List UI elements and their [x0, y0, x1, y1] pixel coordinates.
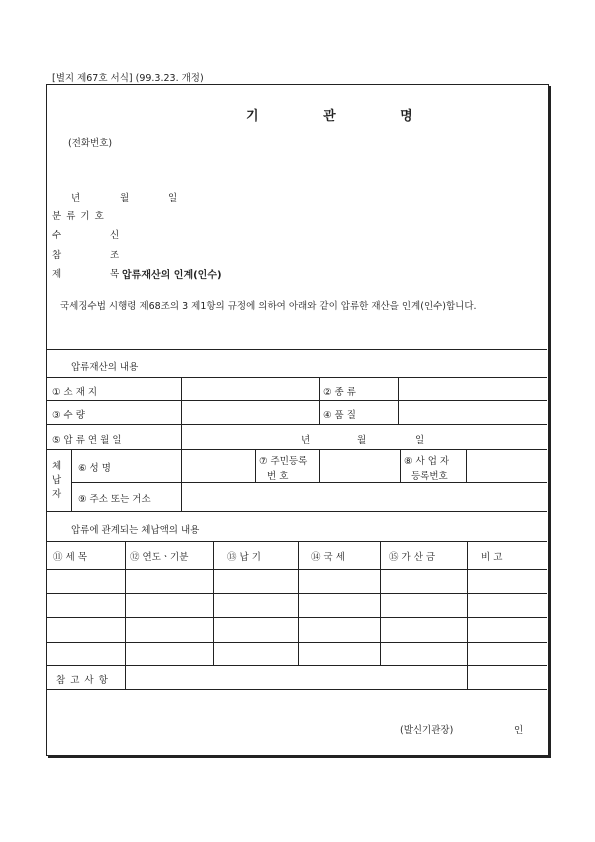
table-row	[46, 617, 547, 618]
rule	[46, 511, 547, 512]
resident-number-label-b: 번 호	[267, 471, 289, 482]
rule	[46, 541, 547, 542]
rule	[46, 449, 547, 450]
rule	[181, 377, 182, 449]
table-row	[46, 642, 547, 643]
col-penalty: ⑮ 가 산 금	[389, 552, 436, 563]
recipient-label-a: 수	[52, 230, 62, 241]
business-number-label-a: ⑧ 사 업 자	[404, 456, 450, 467]
rule	[213, 541, 214, 665]
resident-number-label-a: ⑦ 주민등록	[259, 456, 308, 467]
subject-label-b: 목	[110, 269, 120, 280]
issuer-label: (발신기관장)	[400, 725, 454, 736]
table-row	[46, 665, 547, 666]
rule	[46, 400, 547, 401]
rule	[72, 482, 547, 483]
seizure-date-year: 년	[301, 435, 311, 446]
agency-name-title: 기 관 명	[246, 109, 443, 124]
quality-label: ④ 품 질	[323, 410, 356, 421]
rule	[181, 482, 182, 511]
rule	[181, 449, 182, 482]
delinquent-label: 체납자	[52, 461, 62, 500]
rule	[319, 449, 320, 482]
seizure-date-day: 일	[415, 435, 425, 446]
table-row	[46, 569, 547, 570]
rule	[125, 541, 126, 689]
col-remarks: 비 고	[481, 552, 503, 563]
classification-label: 분 류 기 호	[52, 211, 105, 222]
rule	[255, 449, 256, 482]
col-national-tax: ⑭ 국 세	[311, 552, 345, 563]
rule	[46, 689, 547, 690]
subject-value: 압류재산의 인계(인수)	[122, 270, 222, 281]
date-day-label: 일	[168, 193, 178, 204]
subject-label-a: 제	[52, 269, 62, 280]
reference-label-b: 조	[110, 250, 120, 261]
seizure-date-month: 월	[357, 435, 367, 446]
rule	[46, 349, 547, 350]
recipient-label-b: 신	[110, 230, 120, 241]
col-tax-item: ⑪ 세 목	[53, 552, 87, 563]
business-number-label-b: 등록번호	[411, 471, 448, 482]
arrears-section-title: 압류에 관계되는 체납액의 내용	[71, 525, 200, 536]
phone-label: (전화번호)	[68, 138, 113, 149]
quantity-label: ③ 수 량	[52, 410, 85, 421]
col-year-period: ⑫ 연도ㆍ기분	[130, 552, 189, 563]
date-month-label: 월	[120, 193, 130, 204]
name-label: ⑥ 성 명	[78, 463, 111, 474]
seizure-date-label: ⑤ 압 류 연 월 일	[52, 435, 122, 446]
rule	[71, 449, 72, 511]
rule	[400, 449, 401, 482]
rule	[46, 377, 547, 378]
date-year-label: 년	[71, 193, 81, 204]
rule	[298, 541, 299, 665]
rule	[46, 424, 547, 425]
col-due-date: ⑬ 납 기	[227, 552, 261, 563]
seized-section-title: 압류재산의 내용	[71, 362, 139, 373]
address-label: ⑨ 주소 또는 거소	[78, 494, 151, 505]
rule	[380, 541, 381, 665]
table-row	[46, 593, 547, 594]
location-label: ① 소 재 지	[52, 387, 98, 398]
reference-label-a: 참	[52, 250, 62, 261]
form-number-label: [별지 제67호 서식] (99.3.23. 개정)	[52, 73, 204, 84]
seal-mark: 인	[514, 725, 524, 736]
intro-paragraph: 국세징수법 시행령 제68조의 3 제1항의 규정에 의하여 아래와 같이 압류한 재산을 인계(인수)합니다.	[60, 301, 477, 312]
rule	[467, 541, 468, 689]
rule	[466, 449, 467, 482]
type-label: ② 종 류	[323, 387, 356, 398]
remarks-label: 참 고 사 항	[56, 675, 109, 686]
